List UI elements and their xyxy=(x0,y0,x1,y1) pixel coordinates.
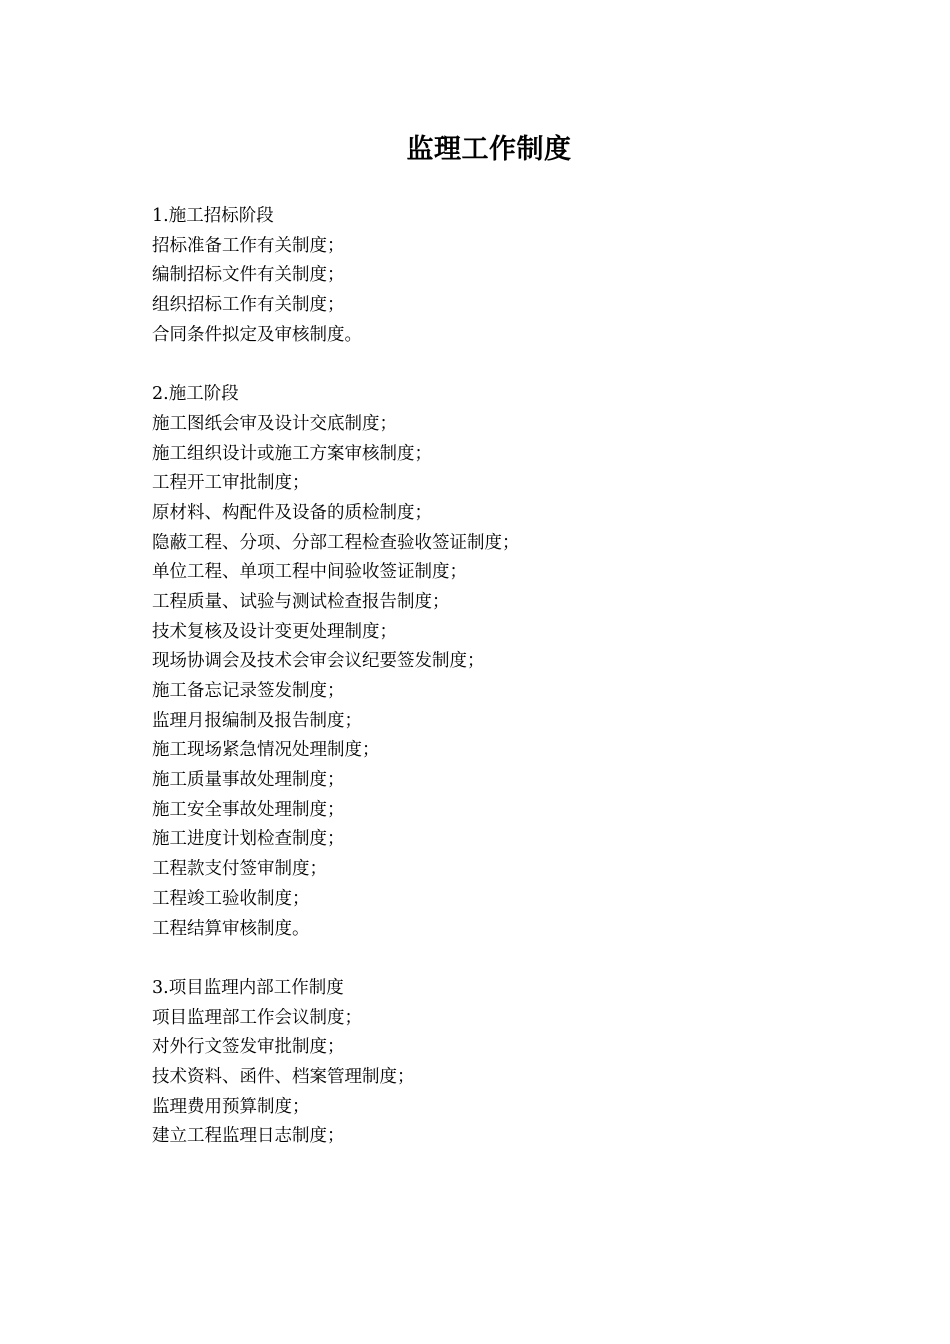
list-item: 施工备忘记录签发制度； xyxy=(152,681,345,701)
list-item: 对外行文签发审批制度； xyxy=(152,1037,345,1058)
list-item: 建立工程监理日志制度； xyxy=(152,1126,345,1147)
list-item: 工程结算审核制度。 xyxy=(152,918,310,939)
list-item: 工程开工审批制度； xyxy=(152,473,310,494)
section-spacer xyxy=(152,350,852,380)
list-item: 技术资料、函件、档案管理制度； xyxy=(152,1066,415,1087)
list-item: 施工现场紧急情况处理制度； xyxy=(152,740,380,761)
list-item: 现场协调会及技术会审会议纪要签发制度； xyxy=(152,651,485,672)
list-item: 项目监理部工作会议制度； xyxy=(152,1007,362,1028)
section-heading: 3.项目监理内部工作制度 xyxy=(152,977,344,998)
list-item: 合同条件拟定及审核制度。 xyxy=(152,324,362,345)
list-item: 施工质量事故处理制度； xyxy=(152,770,345,791)
list-item: 工程款支付签审制度； xyxy=(152,859,327,880)
list-item: 招标准备工作有关制度； xyxy=(152,235,345,256)
list-item: 原材料、构配件及设备的质检制度； xyxy=(152,502,432,523)
list-item: 编制招标文件有关制度； xyxy=(152,265,345,286)
list-item: 隐蔽工程、分项、分部工程检查验收签证制度； xyxy=(152,532,520,553)
list-item: 单位工程、单项工程中间验收签证制度； xyxy=(152,562,467,583)
list-item: 施工安全事故处理制度； xyxy=(152,799,345,820)
list-item: 监理月报编制及报告制度； xyxy=(152,710,362,731)
document-body xyxy=(152,202,852,1152)
list-item: 施工进度计划检查制度； xyxy=(152,829,345,850)
section-spacer xyxy=(152,944,852,974)
list-item: 技术复核及设计变更处理制度； xyxy=(152,621,397,642)
list-item: 工程质量、试验与测试检查报告制度； xyxy=(152,591,450,612)
list-item: 施工组织设计或施工方案审核制度； xyxy=(152,443,432,464)
list-item: 监理费用预算制度； xyxy=(152,1096,310,1117)
section-heading: 2.施工阶段 xyxy=(152,384,239,405)
document-title: 监理工作制度 xyxy=(406,134,572,165)
list-item: 组织招标工作有关制度； xyxy=(152,295,345,316)
list-item: 工程竣工验收制度； xyxy=(152,888,310,909)
section-heading: 1.施工招标阶段 xyxy=(152,206,274,226)
list-item: 施工图纸会审及设计交底制度； xyxy=(152,413,397,434)
